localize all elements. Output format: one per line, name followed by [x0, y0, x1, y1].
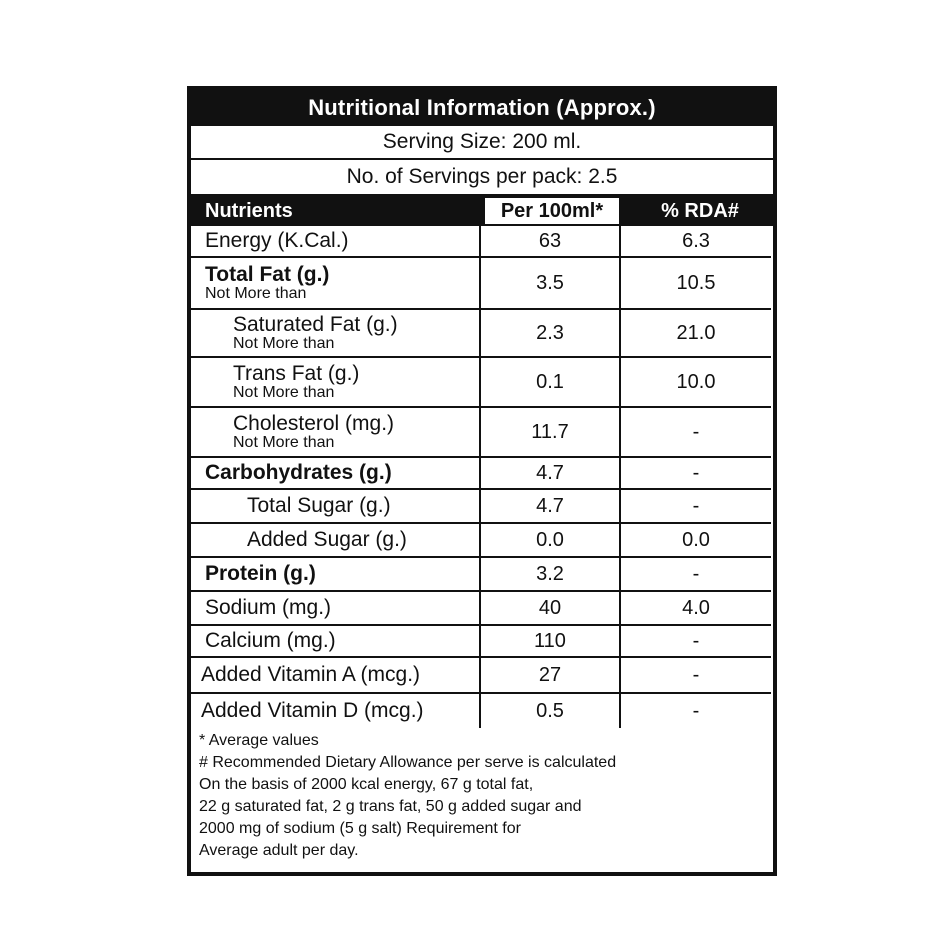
- nutrient-name: Added Sugar (g.): [247, 528, 407, 551]
- table-header: [191, 196, 773, 226]
- nutrient-value: 27: [481, 658, 621, 694]
- nutrient-name: Energy (K.Cal.): [205, 229, 349, 252]
- nutrient-value: 0.0: [481, 524, 621, 558]
- table-row: [191, 458, 773, 490]
- header-per-100ml: Per 100ml*: [485, 198, 619, 224]
- table-row: [191, 558, 773, 592]
- nutrient-rda: 6.3: [621, 226, 771, 258]
- nutrient-value: 0.1: [481, 358, 621, 408]
- nutrient-name: Saturated Fat (g.): [233, 313, 398, 336]
- nutrient-value: 4.7: [481, 490, 621, 524]
- table-row: [191, 524, 773, 558]
- nutrient-rda: -: [621, 626, 771, 658]
- nutrient-note: Not More than: [205, 285, 307, 302]
- table-row: [191, 258, 773, 310]
- nutrient-rda: 4.0: [621, 592, 771, 626]
- footnotes: [199, 730, 769, 862]
- footnote-line: # Recommended Dietary Allowance per serve is calculated: [199, 754, 617, 771]
- header-rda: % RDA#: [661, 199, 739, 222]
- footnote-line: 22 g saturated fat, 2 g trans fat, 50 g added sugar and: [199, 798, 582, 815]
- nutrient-rda: 21.0: [621, 310, 771, 358]
- servings-per-pack: No. of Servings per pack: 2.5: [191, 160, 773, 196]
- nutrient-rda: -: [621, 408, 771, 458]
- nutrient-value: 3.5: [481, 258, 621, 310]
- nutrient-name: Protein (g.): [205, 562, 316, 585]
- nutrient-name: Added Vitamin A (mcg.): [201, 663, 421, 686]
- nutrient-name: Sodium (mg.): [205, 596, 332, 619]
- nutrient-rda: -: [621, 658, 771, 694]
- nutrient-value: 11.7: [481, 408, 621, 458]
- nutrient-value: 2.3: [481, 310, 621, 358]
- nutrient-value: 0.5: [481, 694, 621, 728]
- table-row: [191, 694, 773, 728]
- nutrient-rda: -: [621, 490, 771, 524]
- nutrient-name: Added Vitamin D (mcg.): [201, 699, 424, 722]
- nutrient-note: Not More than: [233, 384, 335, 401]
- nutrient-value: 40: [481, 592, 621, 626]
- nutrient-rda: 10.0: [621, 358, 771, 408]
- nutrient-value: 4.7: [481, 458, 621, 490]
- nutrient-value: 110: [481, 626, 621, 658]
- table-row: [191, 358, 773, 408]
- label-title: Nutritional Information (Approx.): [191, 90, 773, 126]
- serving-size: Serving Size: 200 ml.: [191, 126, 773, 160]
- footnote-line: 2000 mg of sodium (5 g salt) Requirement for: [199, 820, 521, 837]
- nutrient-note: Not More than: [233, 434, 335, 451]
- table-row: [191, 408, 773, 458]
- table-row: [191, 626, 773, 658]
- footnote-line: * Average values: [199, 732, 319, 749]
- nutrient-rda: -: [621, 458, 771, 490]
- header-nutrients: Nutrients: [205, 199, 293, 222]
- nutrient-rda: 0.0: [621, 524, 771, 558]
- table-row: [191, 658, 773, 694]
- table-row: [191, 310, 773, 358]
- table-row: [191, 490, 773, 524]
- nutrient-rda: 10.5: [621, 258, 771, 310]
- nutrient-name: Cholesterol (mg.): [233, 412, 395, 435]
- nutrient-name: Calcium (mg.): [205, 629, 336, 652]
- table-row: [191, 592, 773, 626]
- nutrient-rda: -: [621, 558, 771, 592]
- table-row: [191, 226, 773, 258]
- nutrient-note: Not More than: [233, 335, 335, 352]
- nutrient-value: 3.2: [481, 558, 621, 592]
- nutrient-name: Total Fat (g.): [205, 263, 330, 286]
- footnote-line: Average adult per day.: [199, 842, 359, 859]
- nutrition-label: [187, 86, 777, 876]
- nutrient-rows: [191, 226, 773, 728]
- nutrient-name: Total Sugar (g.): [247, 494, 391, 517]
- nutrient-value: 63: [481, 226, 621, 258]
- footnote-line: On the basis of 2000 kcal energy, 67 g total fat,: [199, 776, 534, 793]
- nutrient-name: Trans Fat (g.): [233, 362, 360, 385]
- nutrient-rda: -: [692, 699, 700, 722]
- nutrient-name: Carbohydrates (g.): [205, 461, 392, 484]
